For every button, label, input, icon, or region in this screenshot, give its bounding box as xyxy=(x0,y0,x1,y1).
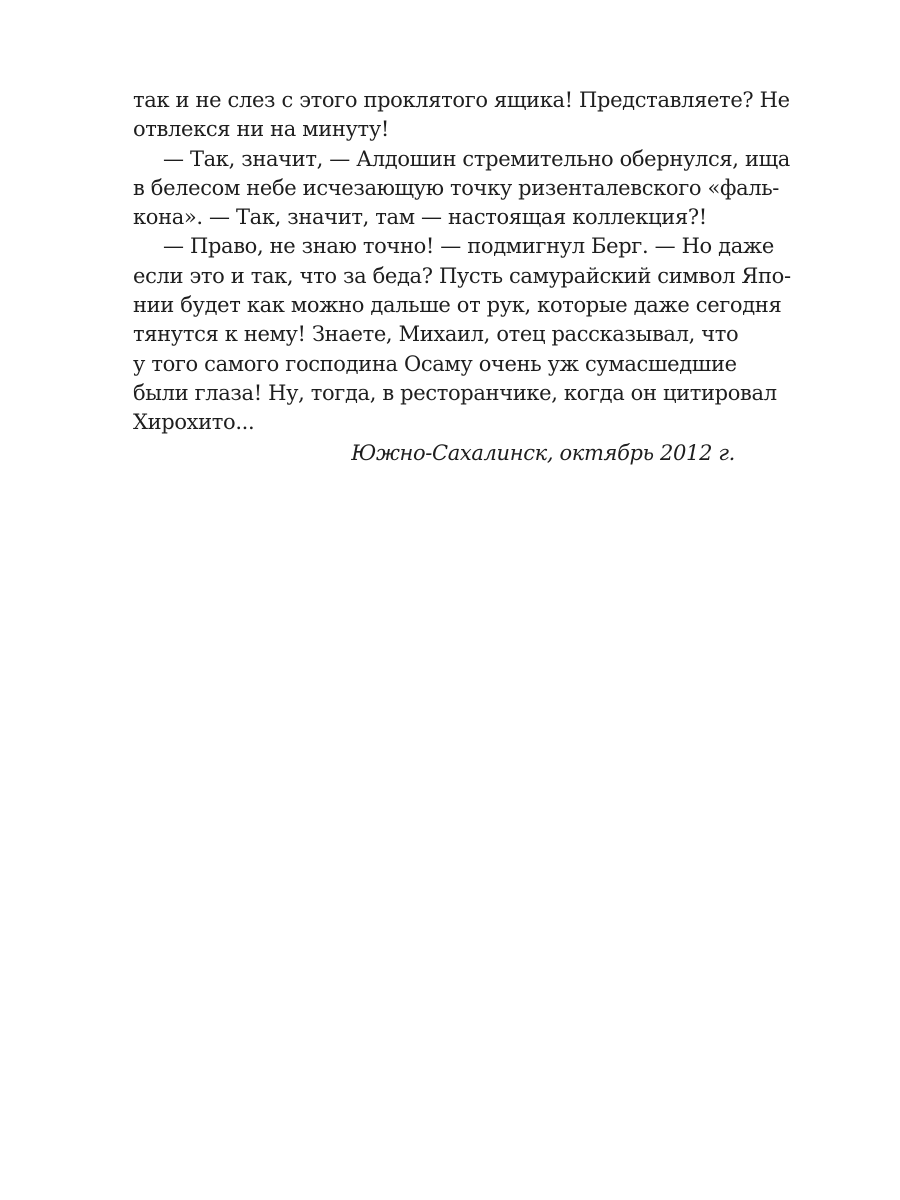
paragraph-1 xyxy=(133,86,790,145)
text-line: у того самого господина Осаму очень уж сумасшедшие xyxy=(133,351,737,376)
text-line: — Так, значит, — Алдошин стремительно обернулся, ища xyxy=(163,146,790,171)
text-line: в белесом небе исчезающую точку ризенталевского «фаль- xyxy=(133,175,780,200)
text-line: кона». — Так, значит, там — настоящая коллекция?! xyxy=(133,205,707,230)
text-block xyxy=(133,86,791,468)
text-line: отвлекся ни на минуту! xyxy=(133,117,389,142)
text-line: были глаза! Ну, тогда, в ресторанчике, когда он цитировал xyxy=(133,380,777,405)
text-line: Хирохито... xyxy=(133,410,255,435)
text-line: тянутся к нему! Знаете, Михаил, отец рассказывал, что xyxy=(133,322,739,347)
text-line: — Право, не знаю точно! — подмигнул Берг. — Но даже xyxy=(163,234,774,259)
paragraph-3 xyxy=(133,232,791,437)
text-line: нии будет как можно дальше от рук, которые даже сегодня xyxy=(133,293,782,318)
text-line: если это и так, что за беда? Пусть самурайский символ Япо- xyxy=(133,263,791,288)
place-date-signature: Южно-Сахалинск, октябрь 2012 г. xyxy=(351,440,735,465)
paragraph-2 xyxy=(133,145,790,233)
text-line: так и не слез с этого проклятого ящика! Представляете? Не xyxy=(133,88,790,112)
